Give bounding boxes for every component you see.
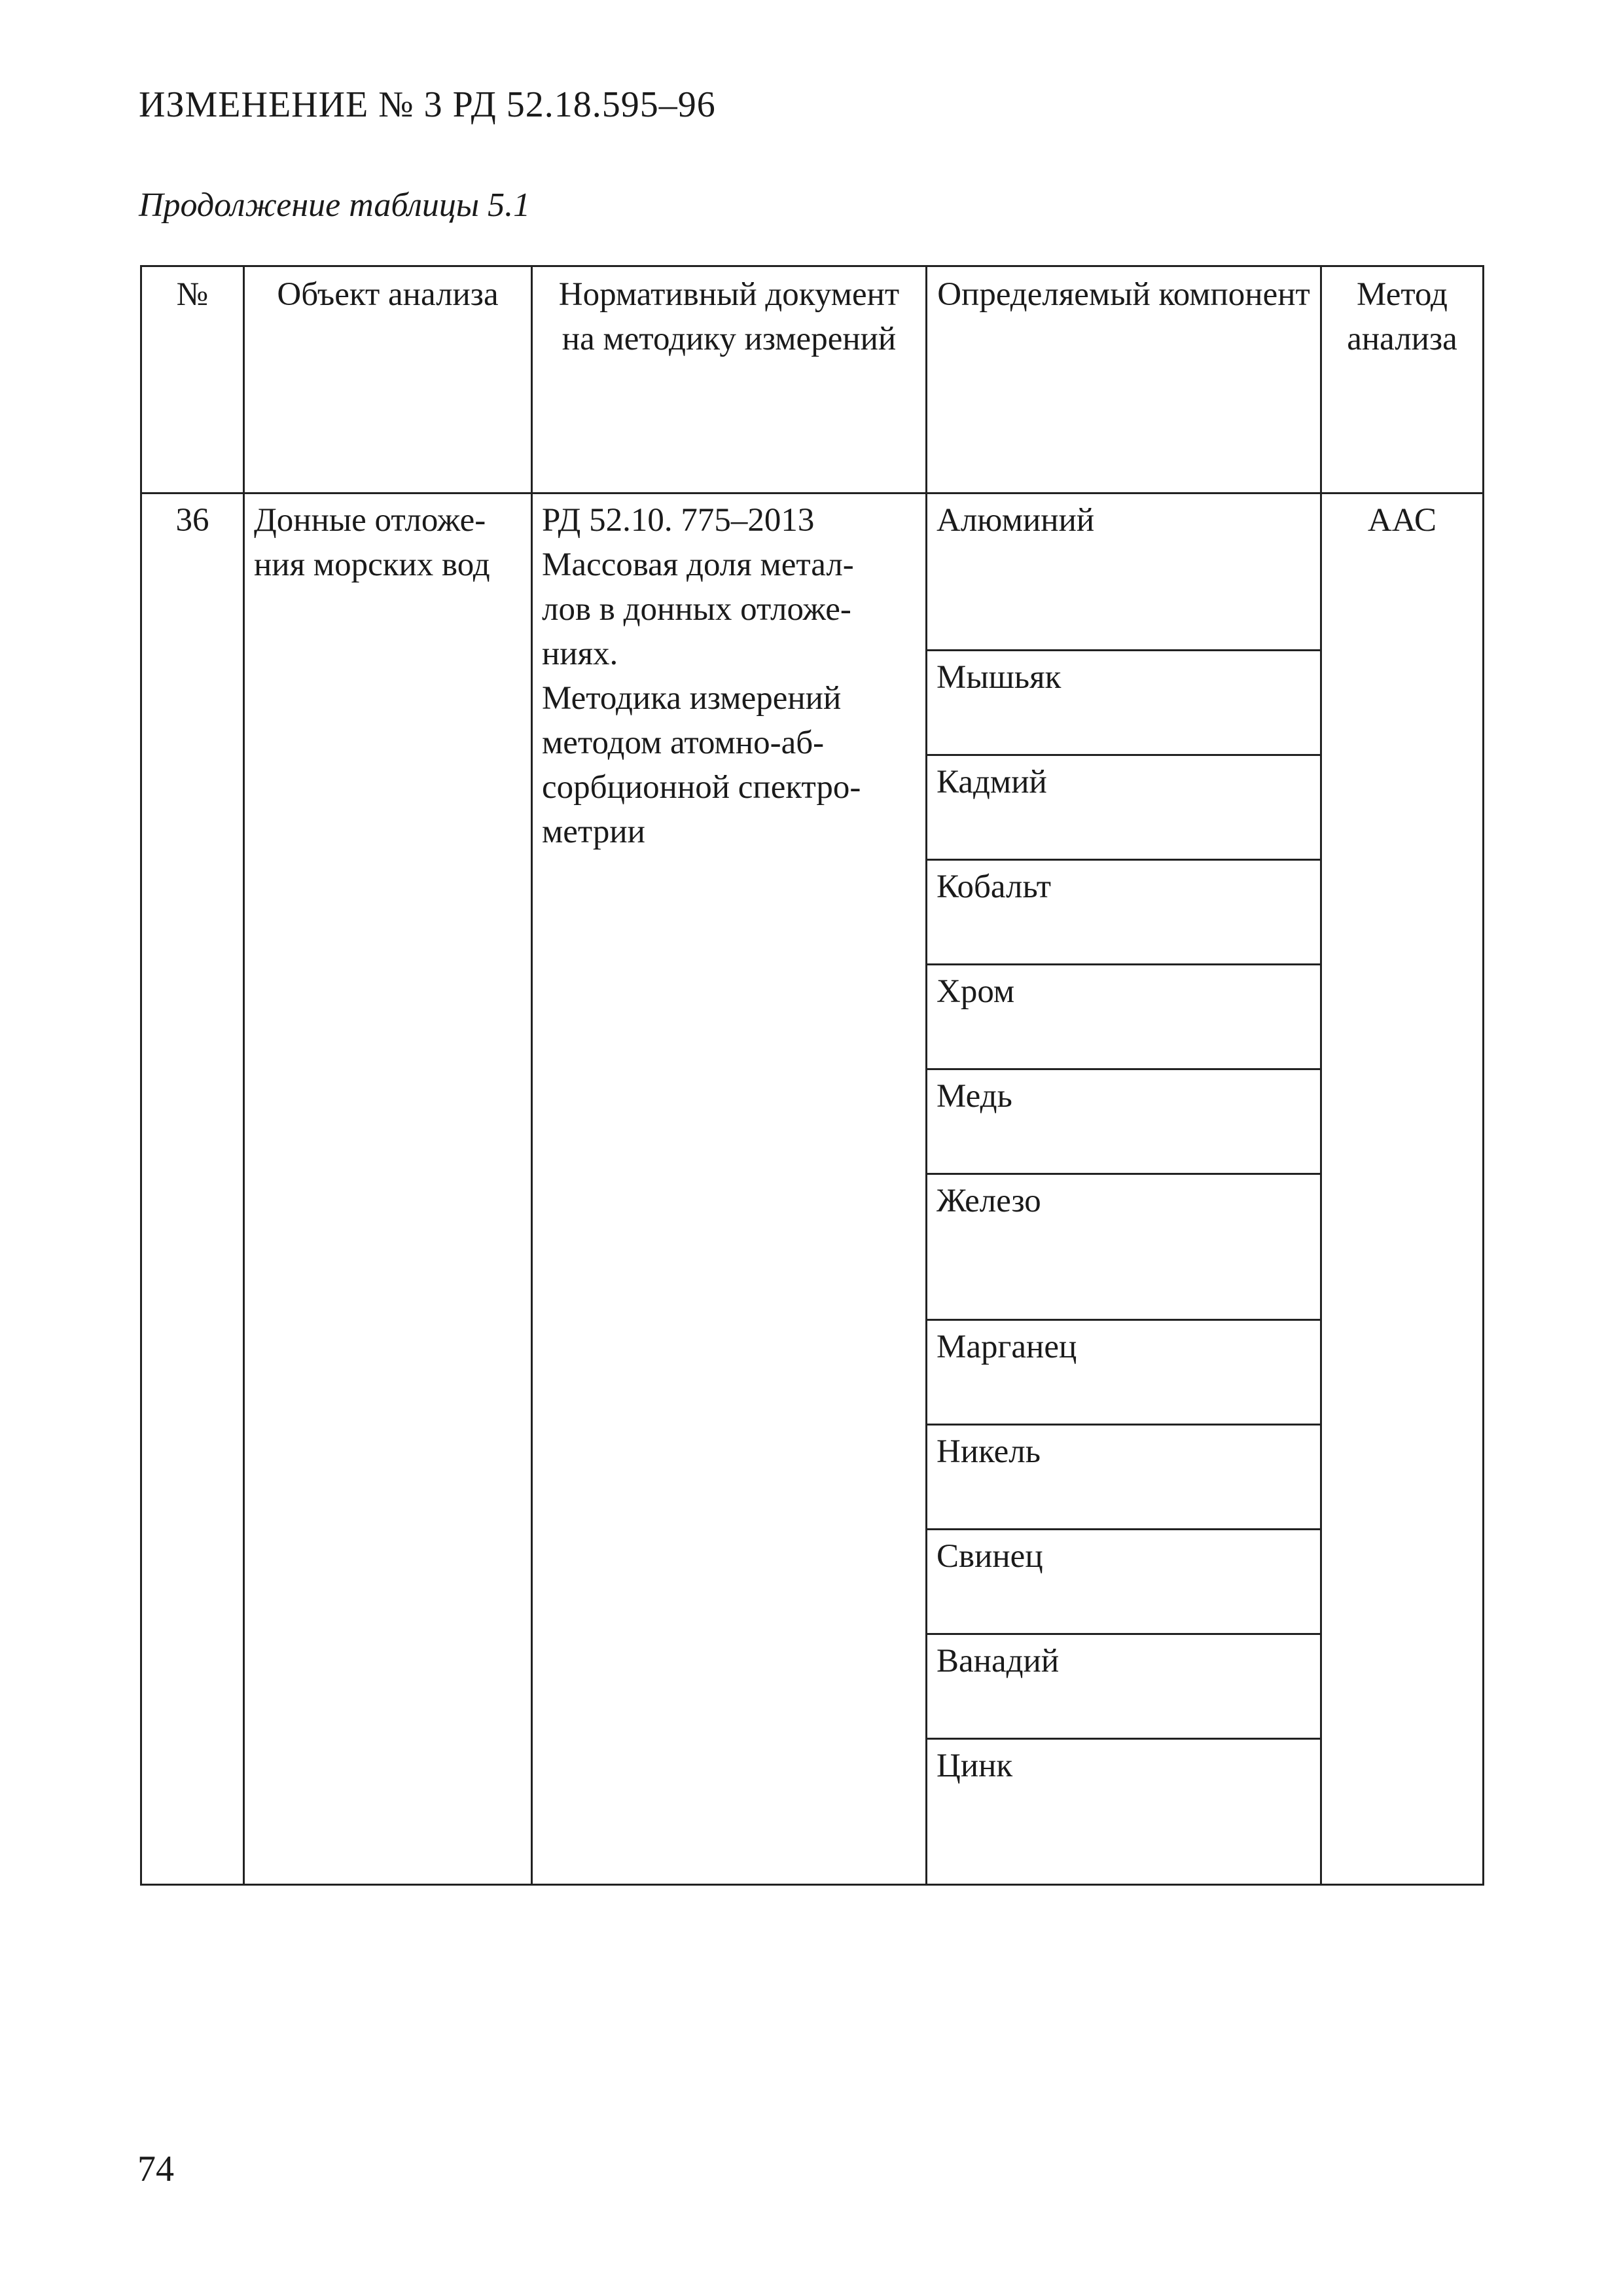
header-component: Определяемый компонент [927,266,1321,493]
row-method: ААС [1321,493,1484,1885]
component-cell: Никель [927,1425,1321,1530]
header-document: Нормативный документ на методику измерений [532,266,927,493]
component-cell: Хром [927,965,1321,1069]
table-header-row [141,266,1484,493]
header-object: Объект анализа [244,266,532,493]
component-cell: Медь [927,1069,1321,1174]
page-number: 74 [137,2149,174,2189]
row-document: РД 52.10. 775–2013 Массовая доля метал- лов в донных отложе- ниях. Методика измерений методом атомно-аб- сорбционной спектро- метрии [532,493,927,1885]
header-num: № [141,266,244,493]
component-cell: Свинец [927,1530,1321,1634]
component-cell: Железо [927,1174,1321,1320]
analysis-table [140,265,1484,1886]
component-cell: Мышьяк [927,651,1321,755]
component-cell: Кадмий [927,755,1321,860]
row-object: Донные отложе- ния морских вод [244,493,532,1885]
component-cell: Алюминий [927,493,1321,651]
component-cell: Ванадий [927,1634,1321,1739]
document-header: ИЗМЕНЕНИЕ № 3 РД 52.18.595–96 [139,84,716,125]
row-num: 36 [141,493,244,1885]
table-caption: Продолжение таблицы 5.1 [139,187,531,224]
component-cell: Марганец [927,1320,1321,1425]
component-cell: Цинк [927,1739,1321,1885]
table-row [141,493,1484,651]
header-method: Метод анализа [1321,266,1484,493]
component-cell: Кобальт [927,860,1321,965]
